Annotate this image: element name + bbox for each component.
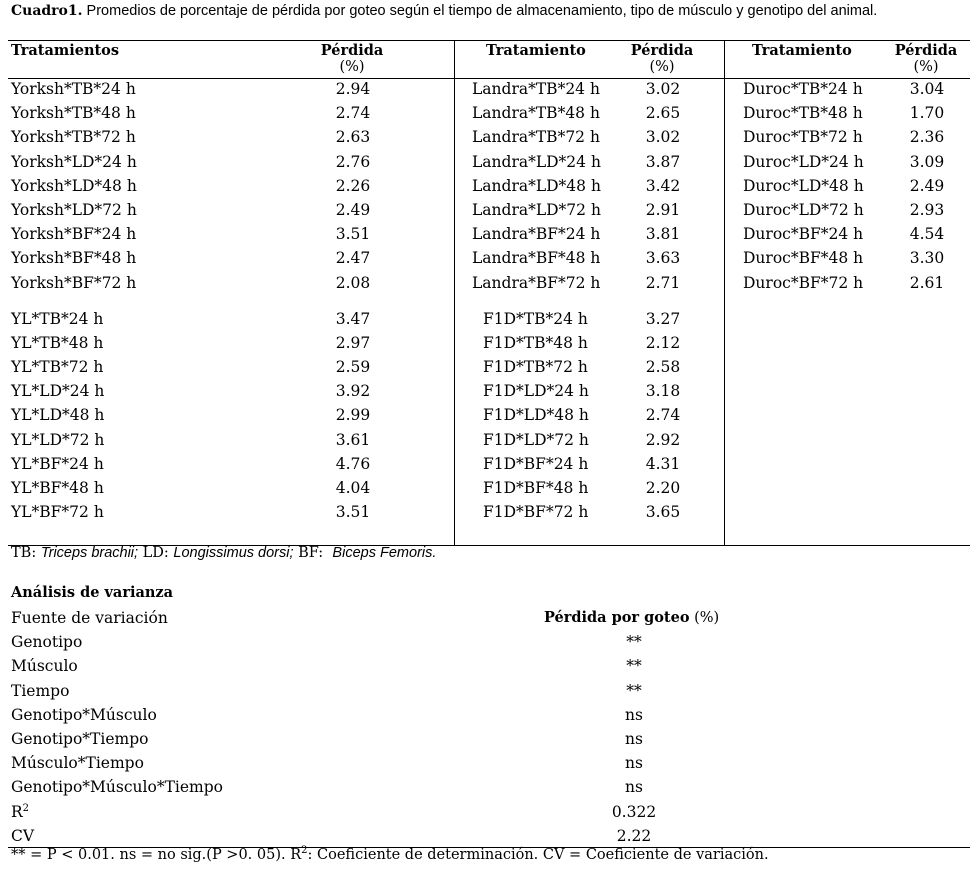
table-cell: 3.18 — [645, 382, 681, 401]
table-cell: Yorksh*BF*72 h — [11, 273, 137, 292]
table-cell: YL*TB*24 h — [11, 309, 104, 328]
table-cell: 2.20 — [645, 479, 681, 497]
table-cell: F1D*LD*72 h — [483, 430, 589, 449]
table-cell: Duroc*TB*48 h — [743, 104, 863, 123]
table-cell: Duroc*BF*24 h — [743, 225, 864, 244]
table-cell: Landra*LD*24 h — [472, 152, 601, 171]
table-cell: 2.99 — [335, 406, 371, 425]
muscle-abbreviation-note: TB: Triceps brachii; LD: Longissimus dorsi; BF: Biceps Femoris. — [11, 545, 437, 561]
anova-source: Músculo — [11, 657, 78, 676]
table-cell: Duroc*LD*72 h — [743, 200, 864, 219]
col2-values — [630, 77, 696, 524]
table-cell: F1D*BF*24 h — [483, 454, 589, 473]
anova-title: Análisis de varianza — [11, 584, 174, 601]
anova-value: ns — [625, 754, 643, 773]
table-cell: Duroc*TB*24 h — [743, 80, 863, 98]
table-cell: 2.36 — [909, 128, 945, 147]
table-cell: 2.49 — [909, 176, 945, 195]
table-cell: 2.93 — [909, 200, 945, 219]
table-cell: 1.70 — [909, 104, 945, 123]
table-cell: YL*BF*24 h — [11, 454, 104, 473]
table-cell: Duroc*LD*24 h — [743, 152, 864, 171]
table-cell: Landra*BF*24 h — [472, 225, 601, 244]
table-cell: 2.97 — [335, 333, 371, 352]
table-cell: Duroc*BF*48 h — [743, 249, 864, 268]
table-cell: Landra*BF*48 h — [472, 249, 601, 268]
table-cell: 2.58 — [645, 358, 681, 377]
anova-source: Genotipo*Músculo*Tiempo — [11, 778, 223, 797]
table-cell: 3.51 — [335, 225, 371, 244]
table-cell: 3.61 — [335, 430, 371, 449]
table-cell: F1D*TB*24 h — [483, 309, 588, 328]
table-cell: Landra*TB*24 h — [472, 80, 600, 98]
table-cell: YL*TB*72 h — [11, 358, 104, 377]
table-cell: Landra*TB*72 h — [472, 128, 600, 147]
caption-label: Cuadro1. — [11, 3, 83, 19]
table-cell: 3.87 — [645, 152, 681, 171]
col3-values — [894, 77, 960, 295]
table-cell: Yorksh*BF*24 h — [11, 225, 137, 244]
anova-value: ** — [626, 681, 642, 700]
table-cell: F1D*BF*72 h — [483, 503, 589, 522]
table-cell: 2.49 — [335, 200, 371, 219]
table-cell: Landra*LD*48 h — [472, 176, 601, 195]
table-cell: 2.91 — [645, 200, 681, 219]
table-cell: 2.94 — [335, 80, 371, 98]
anova-source: Tiempo — [11, 681, 70, 700]
table-cell: 3.63 — [645, 249, 681, 268]
header-col3-treatment: Tratamiento — [752, 42, 852, 59]
table-cell: Duroc*TB*72 h — [743, 128, 863, 147]
caption-text: Promedios de porcentaje de pérdida por goteo según el tiempo de almacenamiento, tipo de músculo y genotipo del animal. — [86, 3, 878, 19]
anova-value: 0.322 — [611, 802, 657, 821]
anova-value: ns — [625, 729, 643, 748]
table-cell: 4.04 — [335, 479, 371, 497]
anova-source: $R^2$ — [11, 802, 30, 821]
table-cell: 3.47 — [335, 309, 371, 328]
table-cell: Yorksh*LD*24 h — [11, 152, 137, 171]
table-cell: 2.76 — [335, 152, 371, 171]
col1-treatments — [11, 77, 137, 524]
significance-note: ** = P < 0.01. ns = no sig.(P >0. 05). $R^2$: Coeficiente de determinación. CV = Coeficiente de variación. — [11, 845, 769, 863]
table-cell: Landra*LD*72 h — [472, 200, 601, 219]
table-cell: 3.04 — [909, 80, 945, 98]
table-cell: 3.30 — [909, 249, 945, 268]
anova-value: ns — [625, 705, 643, 724]
table-cell: 2.92 — [645, 430, 681, 449]
col1-values — [320, 77, 386, 524]
table-cell: Yorksh*TB*24 h — [11, 80, 136, 98]
table-cell: Yorksh*LD*72 h — [11, 200, 137, 219]
table-cell: 4.76 — [335, 454, 371, 473]
table-cell: 3.27 — [645, 309, 681, 328]
table-top-rule — [8, 40, 970, 41]
table-cell: Landra*TB*48 h — [472, 104, 600, 123]
header-col1-treatment: Tratamientos — [11, 42, 120, 59]
column-divider-2 — [724, 40, 725, 545]
col2-treatments — [472, 77, 601, 524]
table-cell: YL*BF*48 h — [11, 479, 104, 497]
table-cell: 4.31 — [645, 454, 681, 473]
table-cell: 2.47 — [335, 249, 371, 268]
table-cell: 3.92 — [335, 382, 371, 401]
table-cell: 2.61 — [909, 273, 945, 292]
col3-treatments — [743, 77, 864, 295]
table-cell: 2.59 — [335, 358, 371, 377]
table-cell: F1D*TB*72 h — [483, 358, 588, 377]
table-cell: F1D*LD*24 h — [483, 382, 589, 401]
table-cell: 2.26 — [335, 176, 371, 195]
anova-values — [560, 606, 708, 848]
table-cell: 2.63 — [335, 128, 371, 147]
anova-sources — [11, 606, 223, 848]
table-cell: Duroc*BF*72 h — [743, 273, 864, 292]
header-col3-loss: Pérdida (%) — [894, 42, 958, 75]
table-cell: Landra*BF*72 h — [472, 273, 601, 292]
anova-value: ** — [626, 657, 642, 676]
anova-value-header: Pérdida por goteo (%) — [544, 609, 720, 626]
table-cell: YL*LD*24 h — [11, 382, 105, 401]
table-cell: 3.65 — [645, 503, 681, 522]
table-cell: Yorksh*BF*48 h — [11, 249, 137, 268]
anova-source: Genotipo*Músculo — [11, 705, 157, 724]
header-col2-loss: Pérdida (%) — [630, 42, 694, 75]
table-cell: 2.74 — [335, 104, 371, 123]
table-cell: 3.51 — [335, 503, 371, 522]
anova-source: Genotipo*Tiempo — [11, 729, 149, 748]
table-cell: 2.74 — [645, 406, 681, 425]
anova-value: ns — [625, 778, 643, 797]
table-cell: 4.54 — [909, 225, 945, 244]
anova-source: Músculo*Tiempo — [11, 754, 144, 773]
table-cell: YL*LD*72 h — [11, 430, 105, 449]
table-cell: 2.65 — [645, 104, 681, 123]
table-cell: 3.81 — [645, 225, 681, 244]
table-cell: 3.42 — [645, 176, 681, 195]
table-cell: Yorksh*TB*48 h — [11, 104, 136, 123]
table-cell: F1D*LD*48 h — [483, 406, 589, 425]
anova-value: ** — [626, 633, 642, 652]
table-cell: Duroc*LD*48 h — [743, 176, 864, 195]
table-cell: F1D*BF*48 h — [483, 479, 589, 497]
header-col2-treatment: Tratamiento — [486, 42, 586, 59]
table-cell: YL*LD*48 h — [11, 406, 105, 425]
anova-source-header: Fuente de variación — [11, 609, 168, 627]
table-cell: 2.12 — [645, 333, 681, 352]
anova-value: 2.22 — [616, 826, 652, 845]
table-cell: 2.08 — [335, 273, 371, 292]
header-col1-loss: Pérdida (%) — [320, 42, 384, 75]
table-cell: YL*BF*72 h — [11, 503, 104, 522]
table-cell: 3.09 — [909, 152, 945, 171]
anova-source: CV — [11, 826, 35, 845]
table-cell: F1D*TB*48 h — [483, 333, 588, 352]
table-cell: 2.71 — [645, 273, 681, 292]
column-divider-1 — [454, 40, 455, 545]
table-cell: 3.02 — [645, 128, 681, 147]
table-caption — [11, 4, 971, 19]
table-cell: Yorksh*TB*72 h — [11, 128, 136, 147]
table-cell: 3.02 — [645, 80, 681, 98]
table-cell: Yorksh*LD*48 h — [11, 176, 137, 195]
table-cell: YL*TB*48 h — [11, 333, 104, 352]
anova-source: Genotipo — [11, 633, 83, 652]
